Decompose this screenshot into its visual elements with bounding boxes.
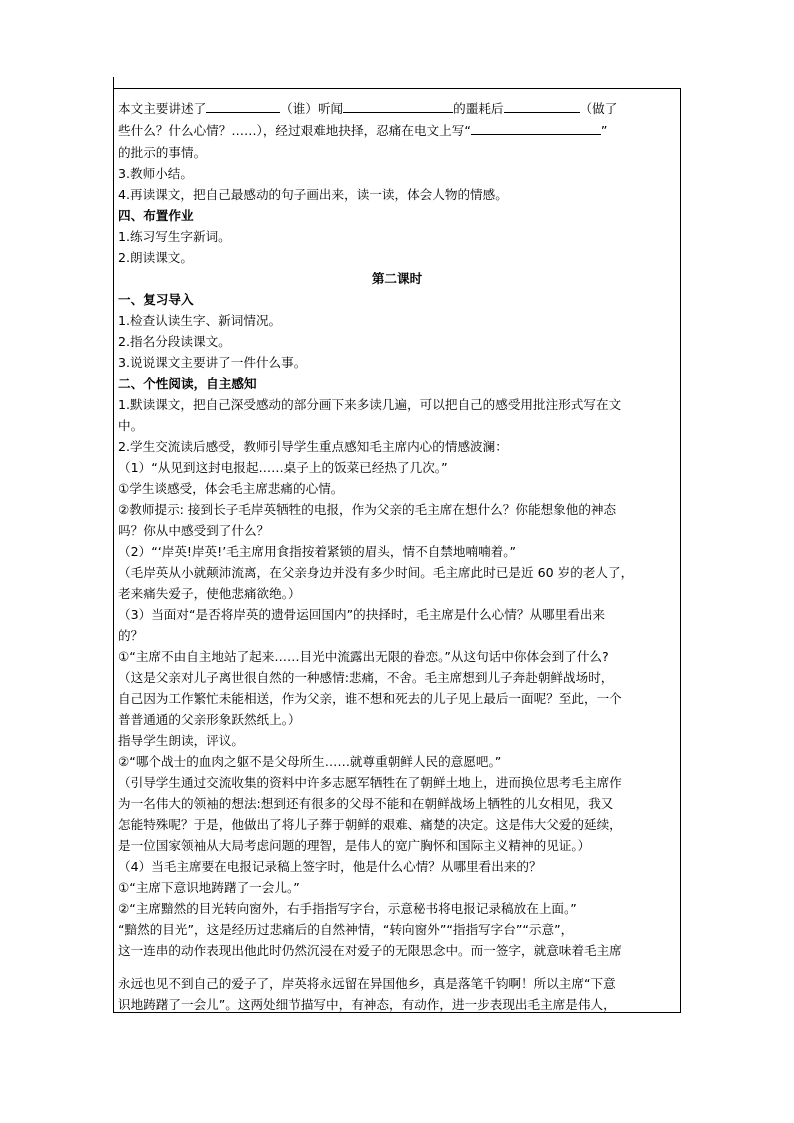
question-3-note-b-line-3: 怎能特殊呢？于是，他做出了将儿子葬于朝鲜的艰难、痛楚的决定。这是伟大父爱的延续， [118,817,622,832]
question-3-note-b-line-2: 为一名伟大的领袖的想法:想到还有很多的父母不能和在朝鲜战场上牺牲的儿女相见，我又 [118,796,614,811]
step-4: 4.再读课文，把自己最感动的句子画出来，读一读，体会人物的情感。 [118,187,508,202]
question-3-note-line-3: 普普通通的父亲形象跃然纸上。） [118,712,301,727]
review-item-2: 2.指名分段读课文。 [118,334,231,349]
summary-fill-blank-line-2 [118,121,607,141]
question-3-note-line-2: 自己因为工作繁忙未能相送，作为父亲，谁不想和死去的儿子见上最后一面呢？至此，一个 [118,691,622,706]
reading-item-2: 2.学生交流读后感受，教师引导学生重点感知毛主席内心的情感波澜： [118,439,508,454]
question-4-analysis-line-3: 永远也见不到自己的爱子了，岸英将永远留在异国他乡，真是落笔千钧啊！所以主席“下意 [118,976,616,991]
reading-item-1-line-1: 1.默读课文，把自己深受感动的部分画下来多读几遍，可以把自己的感受用批注形式写在文 [118,397,622,412]
question-4-point-b: ②“主席黯然的目光转向窗外，右手指指写字台，示意秘书将电报记录稿放在上面。” [118,901,577,916]
summary-fill-blank-line-1 [118,99,617,119]
review-item-1: 1.检查认读生字、新词情况。 [118,313,282,328]
section-reading-heading: 二、个性阅读，自主感知 [118,376,257,391]
question-1-point-a: ①学生谈感受，体会毛主席悲痛的心情。 [118,481,344,496]
question-2-note-line-1: （毛岸英从小就颠沛流离，在父亲身边并没有多少时间。毛主席此时已是近 60 岁的老人了， [118,565,634,580]
question-3-guidance: 指导学生朗读，评议。 [118,733,244,748]
question-4: （4）当毛主席要在电报记录稿上签字时，他是什么心情？从哪里看出来的？ [118,859,542,874]
text-fragment: ” [600,123,608,138]
lesson-2-title: 第二课时 [371,271,423,286]
blank-instruction [471,121,601,135]
step-3: 3.教师小结。 [118,166,193,181]
question-1-point-b-line-2: 吗？你从中感受到了什么？ [118,523,270,538]
text-fragment: （做了 [579,101,618,116]
question-3-point-b: ②“哪个战士的血肉之躯不是父母所生……就尊重朝鲜人民的意愿吧。” [118,754,502,769]
question-3-line-1: （3）当面对“是否将岸英的遗骨运回国内”的抉择时，毛主席是什么心情？从哪里看出来 [118,607,606,622]
question-2: （2）“‘岸英!岸英!’毛主席用食指按着紧锁的眉头，情不自禁地喃喃着。” [118,544,517,559]
blank-news [343,99,453,113]
section-homework-heading: 四、布置作业 [118,208,194,223]
section-review-heading: 一、复习导入 [118,292,194,307]
reading-item-1-line-2: 中。 [118,418,144,433]
text-fragment: 的噩耗后 [453,101,504,116]
text-fragment: （谁）听闻 [280,101,344,116]
question-4-analysis-line-4: 识地踌躇了一会儿”。这两处细节描写中，有神态，有动作，进一步表现出毛主席是伟人， [118,997,616,1012]
review-item-3: 3.说说课文主要讲了一件什么事。 [118,355,307,370]
question-1-point-b-line-1: ②教师提示: 接到长子毛岸英牺牲的电报，作为父亲的毛主席在想什么？你能想象他的神态 [118,502,617,517]
blank-who [206,99,280,113]
question-1: （1）“从见到这封电报起……桌子上的饭菜已经热了几次。” [118,460,448,475]
question-3-line-2: 的？ [118,628,144,643]
homework-item-2: 2.朗读课文。 [118,250,193,265]
question-2-note-line-2: 老来痛失爱子，使他悲痛欲绝。） [118,586,301,601]
blank-action [504,99,580,113]
question-3-note-line-1: （这是父亲对儿子离世很自然的一种感情:悲痛，不舍。毛主席想到儿子奔赴朝鲜战场时， [118,670,614,685]
question-3-point-a: ①“主席不由自主地站了起来……目光中流露出无限的眷恋。”从这句话中你体会到了什么? [118,649,609,664]
question-3-note-b-line-1: （引导学生通过交流收集的资料中许多志愿军牺牲在了朝鲜土地上，进而换位思考毛主席作 [118,775,622,790]
question-4-analysis-line-1: “黯然的目光”，这是经历过悲痛后的自然神情，“转向窗外”“指指写字台”“示意”， [118,922,574,937]
homework-item-1: 1.练习写生字新词。 [118,229,231,244]
summary-line-3: 的批示的事情。 [118,145,207,160]
text-fragment: 本文主要讲述了 [118,101,207,116]
question-4-point-a: ①“主席下意识地踌躇了一会儿。” [118,880,300,895]
question-3-note-b-line-4: 是一位国家领袖从大局考虑问题的理智，是伟人的宽广胸怀和国际主义精神的见证。） [118,838,591,853]
question-4-analysis-line-2: 这一连串的动作表现出他此时仍然沉浸在对爱子的无限思念中。而一签字，就意味着毛主席 [118,943,622,958]
text-fragment: 些什么？什么心情？……），经过艰难地抉择，忍痛在电文上写“ [118,123,471,138]
